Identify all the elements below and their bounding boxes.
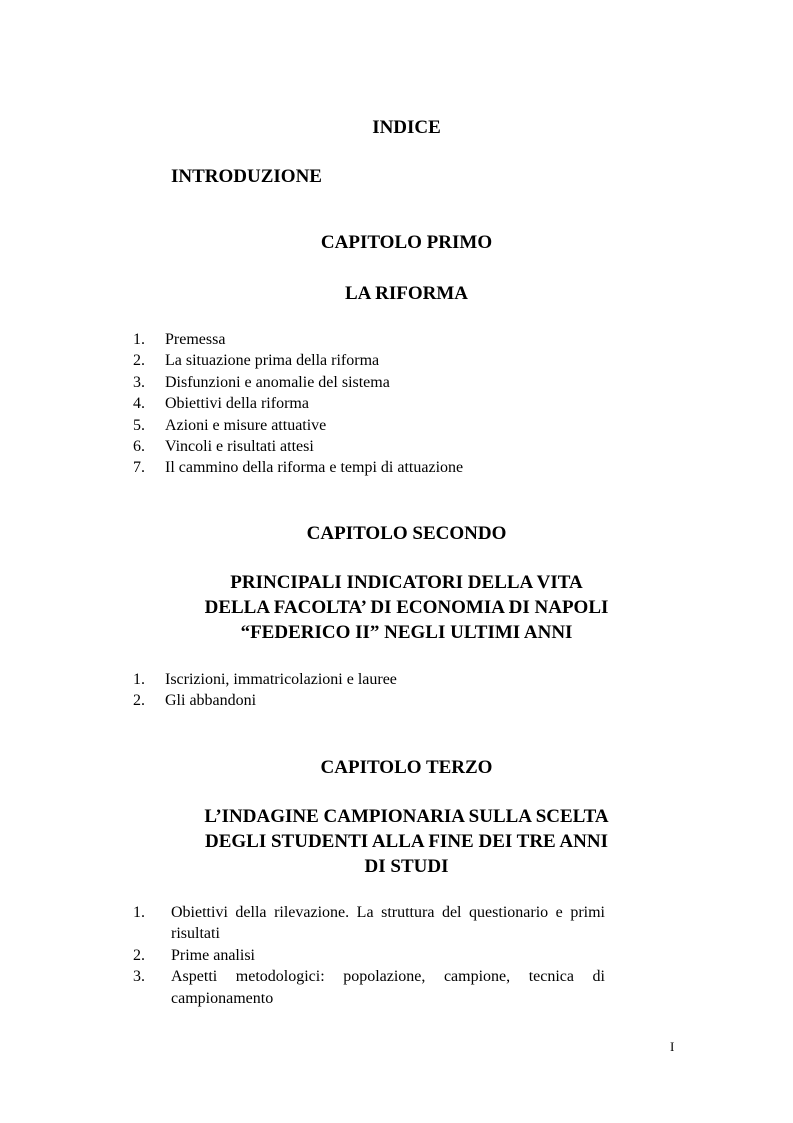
item-number: 3. (133, 968, 145, 986)
list-item (133, 415, 593, 436)
chapter1-section-list (133, 329, 593, 479)
item-number: 3. (133, 373, 145, 391)
chapter3-label: CAPITOLO TERZO (320, 757, 493, 778)
item-text: Obiettivi della riforma (165, 395, 309, 413)
item-text: Azioni e misure attuative (165, 416, 327, 434)
item-text: Prime analisi (171, 946, 255, 964)
introduction-heading: INTRODUZIONE (171, 166, 322, 187)
page-number: I (670, 1039, 675, 1054)
list-item (133, 690, 593, 711)
item-number: 4. (133, 395, 145, 413)
chapter2-title-line2: DELLA FACOLTA’ DI ECONOMIA DI NAPOLI (204, 597, 609, 618)
list-item (133, 457, 593, 478)
item-text: Premessa (165, 331, 226, 348)
item-text: Iscrizioni, immatricolazioni e lauree (165, 671, 397, 688)
item-text: Il cammino della riforma e tempi di attuazione (165, 459, 464, 477)
list-item (133, 966, 605, 1009)
chapter1-label: CAPITOLO PRIMO (320, 232, 493, 253)
item-number: 1. (133, 331, 145, 348)
list-item (133, 372, 593, 393)
item-text: Obiettivi della rilevazione. La struttura del questionario e primi risultati (171, 904, 605, 943)
chapter1-title: LA RIFORMA (345, 283, 468, 304)
item-text: Vincoli e risultati attesi (165, 438, 314, 456)
chapter3-title-line2: DEGLI STUDENTI ALLA FINE DEI TRE ANNI (205, 831, 608, 852)
item-number: 2. (133, 352, 145, 370)
list-item (133, 945, 605, 966)
chapter2-label: CAPITOLO SECONDO (306, 523, 507, 544)
list-item (133, 669, 593, 690)
item-text: Aspetti metodologici: popolazione, campione, tecnica di campionamento (171, 968, 605, 1007)
item-text: Gli abbandoni (165, 692, 257, 710)
chapter2-title-line3: “FEDERICO II” NEGLI ULTIMI ANNI (240, 622, 573, 643)
chapter3-title-line1: L’INDAGINE CAMPIONARIA SULLA SCELTA (204, 806, 609, 827)
item-text: La situazione prima della riforma (165, 352, 380, 370)
index-title: INDICE (372, 117, 441, 138)
item-number: 6. (133, 438, 145, 456)
item-number: 1. (133, 671, 145, 688)
item-number: 7. (133, 459, 145, 477)
chapter2-title-line1: PRINCIPALI INDICATORI DELLA VITA (230, 572, 583, 593)
item-number: 2. (133, 946, 145, 964)
item-text: Disfunzioni e anomalie del sistema (165, 373, 390, 391)
list-item (133, 436, 593, 457)
list-item (133, 393, 593, 414)
list-item (133, 902, 605, 945)
chapter2-section-list (133, 669, 593, 712)
chapter3-title-line3: DI STUDI (364, 856, 449, 877)
list-item (133, 329, 593, 350)
chapter3-section-list (133, 902, 605, 1009)
list-item (133, 350, 593, 371)
item-number: 5. (133, 416, 145, 434)
item-number: 1. (133, 904, 145, 921)
item-number: 2. (133, 692, 145, 710)
